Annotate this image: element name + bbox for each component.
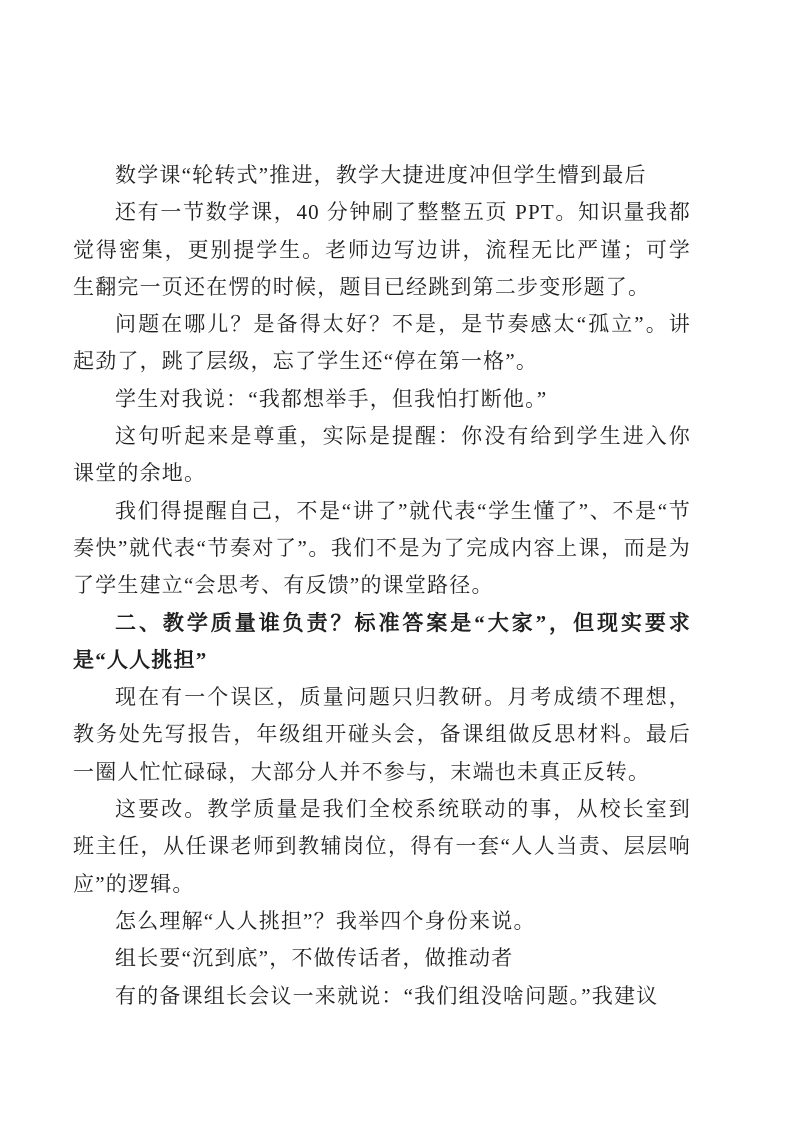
paragraph: 现在有一个误区，质量问题只归教研。月考成绩不理想，教务处先写报告，年级组开碰头会，备课组做反思材料。最后一圈人忙忙碌碌，大部分人并不参与，末端也未真正反转。 (73, 685, 691, 784)
paragraph: 这句听起来是尊重，实际是提醒：你没有给到学生进入你课堂的余地。 (73, 424, 691, 486)
paragraph: 组长要“沉到底”，不做传话者，做推动者 (115, 946, 514, 971)
document-body (73, 157, 691, 1015)
paragraph: 还有一节数学课，40 分钟刷了整整五页 PPT。知识量我都觉得密集，更别提学生。老师边写边讲，流程无比严谨；可学生翻完一页还在愣的时候，题目已经跳到第二步变形题了。 (73, 200, 691, 299)
section-heading: 二、教学质量谁负责？标准答案是“大家”，但现实要求是“人人挑担” (73, 610, 691, 672)
paragraph: 问题在哪儿？是备得太好？不是，是节奏感太“孤立”。讲起劲了，跳了层级，忘了学生还“停在第一格”。 (73, 312, 691, 374)
paragraph: 数学课“轮转式”推进，教学大捷进度冲但学生懵到最后 (115, 163, 647, 187)
paragraph: 我们得提醒自己，不是“讲了”就代表“学生懂了”、不是“节奏快”就代表“节奏对了”。我们不是为了完成内容上课，而是为了学生建立“会思考、有反馈”的课堂路径。 (73, 498, 691, 598)
paragraph: 这要改。教学质量是我们全校系统联动的事，从校长室到班主任，从任课老师到教辅岗位，得有一套“人人当责、层层响应”的逻辑。 (73, 797, 691, 896)
paragraph: 学生对我说：“我都想举手，但我怕打断他。” (115, 386, 548, 411)
paragraph: 怎么理解“人人挑担”？我举四个身份来说。 (115, 908, 536, 933)
paragraph: 有的备课组长会议一来就说：“我们组没啥问题。”我建议 (115, 983, 659, 1008)
